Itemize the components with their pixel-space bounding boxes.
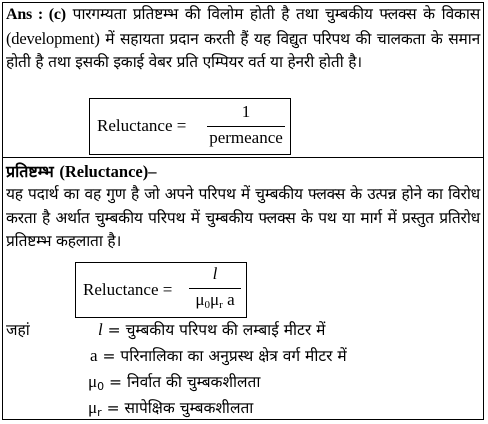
- definition-paragraph: यह पदार्थ का वह गुण है जो अपने परिपथ में चुम्बकीय फ्लक्स के उत्पन्न होने का विरोध करता है अर्थात चुम्बकीय परिपथ में चुम्बकीय फ्लक्स के पथ या मार्ग में प्रस्तुत प्रतिरोध प्रतिष्टम्भ कहलाता है।: [6, 185, 480, 250]
- mu-subscript-zero: 0: [204, 299, 211, 311]
- heading-hindi: प्रतिष्टम्भ: [6, 162, 54, 181]
- definition-row-length: [98, 318, 325, 340]
- definition-row-mur: [88, 396, 253, 418]
- row-text: = निर्वात की चुम्बकशीलता: [104, 373, 261, 391]
- formula1-denominator: permeance: [209, 128, 283, 147]
- answer-paragraph: [6, 3, 480, 75]
- formula-box-length: [75, 262, 247, 318]
- answer-english-term: (development): [6, 28, 100, 48]
- row-symbol: a: [90, 346, 98, 365]
- answer-text-1: पारगम्यता प्रतिष्टम्भ की विलोम होती है तथा चुम्बकीय फ्लक्स के विकास: [72, 5, 481, 23]
- row-text: = चुम्बकीय परिपथ की लम्बाई मीटर में: [102, 321, 326, 339]
- formula2-fraction: [189, 264, 241, 310]
- formula-box-permeance: [89, 98, 291, 155]
- formula2-fraction-bar: [189, 288, 241, 289]
- row-symbol: μ: [88, 398, 98, 417]
- row-symbol: μ: [88, 372, 98, 391]
- formula2-lhs: Reluctance =: [83, 280, 173, 299]
- formula1-fraction-bar: [207, 126, 285, 127]
- formula1-fraction: [207, 102, 285, 148]
- row-symbol: l: [98, 320, 103, 339]
- formula2-numerator: l: [212, 264, 218, 283]
- mu-symbol-r: μ: [210, 290, 220, 309]
- definition-row-area: [90, 344, 347, 366]
- mu-symbol: μ: [195, 290, 205, 309]
- formula1-lhs: Reluctance =: [97, 116, 187, 135]
- formula1-numerator: 1: [241, 102, 251, 121]
- mu-subscript-r: r: [219, 299, 223, 311]
- where-label: जहां: [6, 321, 30, 339]
- reluctance-heading: [6, 160, 156, 182]
- section-divider: [2, 157, 484, 158]
- heading-english: (Reluctance)–: [59, 162, 157, 181]
- answer-text-2: में सहायता प्रदान करती हैं यह विद्युत परिपथ की चालकता के समान होती है तथा इसकी इकाई वेबर प्रति एम्पियर वर्त या हेनरी होती है।: [6, 29, 480, 71]
- area-symbol: a: [222, 290, 235, 309]
- row-text: = परिनालिका का अनुप्रस्थ क्षेत्र वर्ग मीटर में: [97, 347, 347, 365]
- row-subscript: r: [97, 406, 102, 419]
- answer-prefix: Ans : (c): [6, 6, 66, 23]
- definition-row-mu0: [88, 370, 260, 392]
- row-subscript: 0: [97, 380, 105, 393]
- row-text: = सापेक्षिक चुम्बकशीलता: [101, 399, 254, 417]
- formula2-denominator: [189, 290, 241, 310]
